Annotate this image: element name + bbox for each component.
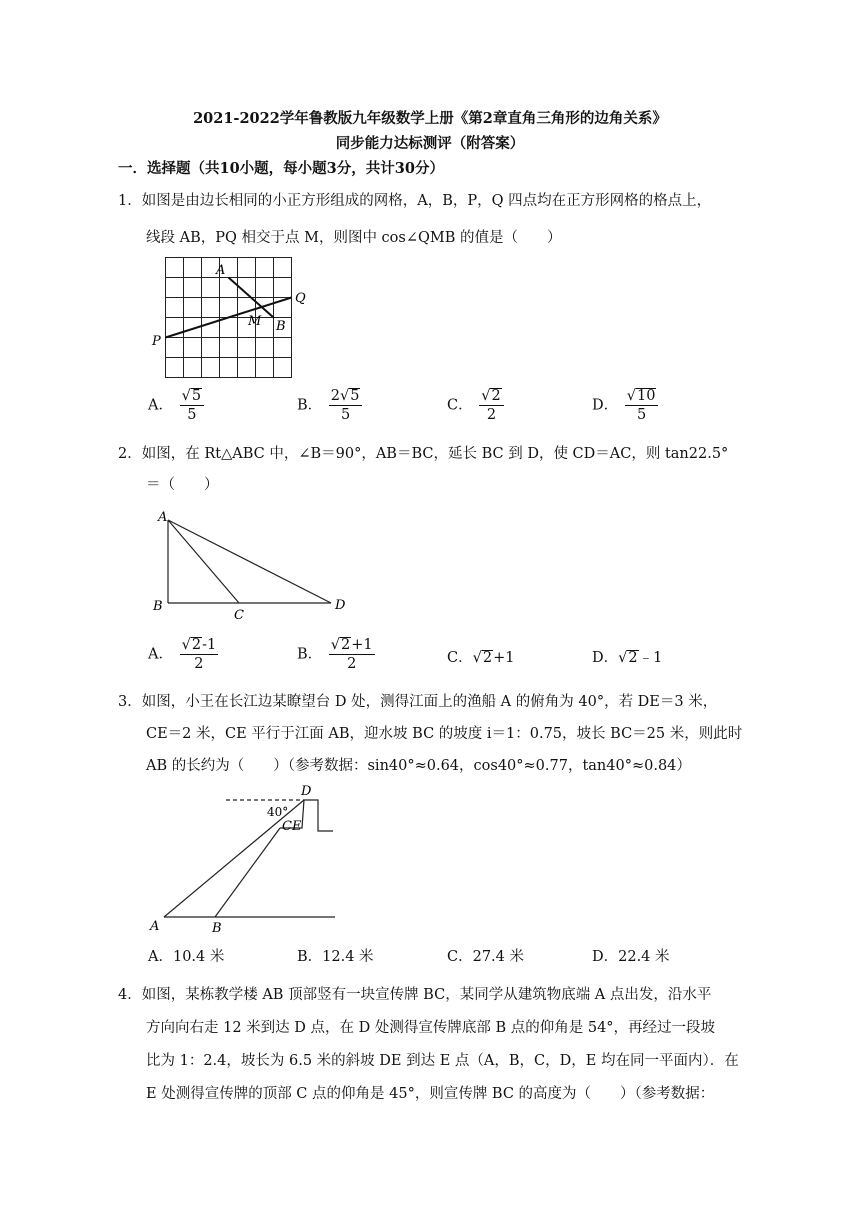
q2-option-a-fraction: $\frac{√2-1}{2}$ [181, 637, 217, 672]
q2-option-a-radicand: 2 [191, 637, 202, 653]
q1-option-a-letter: A． [148, 397, 173, 414]
q2-text-line2: ＝（ ） [146, 477, 219, 493]
q1-option-c[interactable] [447, 387, 504, 424]
q3-option-b[interactable]: B．12.4 米 [297, 949, 374, 965]
q3-label-a: A [150, 919, 160, 934]
q1-option-d-letter: D． [592, 397, 619, 414]
q2-label-b: B [153, 599, 163, 614]
q2-option-b-radicand: 2 [341, 637, 351, 653]
q1-option-c-radicand: 2 [491, 388, 501, 404]
q1-option-a-fraction: $\frac{√5}{5}$ [180, 387, 204, 424]
q1-option-b-radicand: 5 [350, 388, 360, 404]
q2-option-a-denominator: 2 [194, 656, 204, 672]
q1-option-b-denominator: 5 [341, 407, 351, 423]
q3-riverbank-figure [148, 780, 348, 935]
q2-option-c-tail: +1 [493, 650, 515, 666]
q1-label-q: Q [295, 291, 306, 306]
q2-label-c: C [234, 608, 244, 623]
q2-option-b-tail: +1 [351, 637, 373, 653]
q2-label-d: D [335, 598, 346, 613]
q3-slope-bc [215, 828, 280, 917]
q1-option-d[interactable] [592, 387, 658, 424]
q2-option-c-letter: C． [447, 650, 473, 666]
q1-label-a: A [216, 263, 226, 278]
q2-option-b-letter: B． [297, 646, 323, 663]
q1-option-c-letter: C． [447, 397, 473, 414]
q3-label-angle: 40° [267, 805, 289, 819]
q4-text-line3: 比为 1：2.4，坡长为 6.5 米的斜坡 DE 到达 E 点（A，B，C，D，E 均在同一平面内）．在 [146, 1053, 739, 1069]
q1-option-a-denominator: 5 [187, 407, 197, 423]
q1-option-c-fraction: $\frac{√2}{2}$ [479, 387, 503, 424]
section-heading: 一．选择题（共10小题，每小题3分，共计30分） [118, 160, 444, 177]
q1-option-d-radicand: 10 [637, 388, 656, 404]
q2-option-d-radicand: 2 [628, 650, 638, 666]
q2-option-d-tail: ﹣1 [638, 650, 663, 666]
q2-label-a: A [158, 510, 168, 525]
q1-option-b-fraction: $\frac{2√5}{5}$ [329, 387, 363, 424]
q3-option-c[interactable]: C．27.4 米 [447, 949, 524, 965]
q2-option-a[interactable] [148, 636, 218, 673]
q1-option-d-denominator: 5 [636, 407, 647, 423]
q3-text-line3: AB 的长约为（ ）（参考数据：sin40°≈0.64，cos40°≈0.77，tan40°≈0.84） [146, 758, 691, 774]
q2-option-c[interactable]: C．√2+1 [447, 650, 515, 666]
q4-text-line1: 4．如图，某栋教学楼 AB 顶部竖有一块宣传牌 BC，某同学从建筑物底端 A 点出发，沿水平 [118, 987, 712, 1003]
q2-side-ac [168, 520, 239, 603]
q4-text-line2: 方向向右走 12 米到达 D 点，在 D 处测得宣传牌底部 B 点的仰角是 54°，再经过一段坡 [146, 1020, 716, 1036]
q2-side-ad [168, 520, 331, 603]
q1-option-d-fraction: $\frac{√10}{5}$ [625, 387, 659, 424]
q2-text-line1: 2．如图，在 Rt△ABC 中，∠B＝90°，AB＝BC，延长 BC 到 D，使 CD＝AC，则 tan22.5° [118, 446, 729, 462]
q1-option-c-denominator: 2 [486, 407, 497, 423]
doc-title-line1: 2021-2022学年鲁教版九年级数学上册《第2章直角三角形的边角关系》 [193, 110, 667, 127]
q2-option-c-radicand: 2 [482, 650, 493, 666]
q1-option-a-radicand: 5 [191, 388, 202, 404]
q1-option-b-letter: B． [297, 397, 323, 414]
q2-option-b-fraction: $\frac{√2+1}{2}$ [330, 637, 373, 672]
q2-option-a-tail: -1 [202, 637, 217, 653]
q1-label-m: M [248, 314, 262, 329]
q1-label-p: P [152, 334, 161, 349]
q2-option-a-letter: A． [148, 646, 173, 663]
q1-label-b: B [276, 319, 286, 334]
q3-option-d[interactable]: D．22.4 米 [592, 949, 670, 965]
q2-option-d[interactable]: D．√2﹣1 [592, 650, 663, 666]
q3-option-a[interactable]: A．10.4 米 [148, 949, 225, 965]
q3-label-b: B [212, 921, 222, 935]
q2-option-b-denominator: 2 [347, 656, 357, 672]
q3-text-line2: CE＝2 米，CE 平行于江面 AB，迎水坡 BC 的坡度 i＝1：0.75，坡长 BC＝25 米，则此时 [146, 726, 743, 742]
doc-title-line2: 同步能力达标测评（附答案） [335, 135, 525, 152]
q1-grid-figure [150, 252, 310, 384]
q3-label-ce: CE [282, 819, 302, 834]
q3-label-d: D [301, 784, 312, 799]
q1-text-line2: 线段 AB，PQ 相交于点 M，则图中 cos∠QMB 的值是（ ） [146, 230, 562, 246]
q2-triangle-figure [148, 505, 358, 623]
q3-text-line1: 3．如图，小王在长江边某瞭望台 D 处，测得江面上的渔船 A 的俯角为 40°，若 DE＝3 米， [118, 694, 718, 710]
q2-option-b[interactable] [297, 636, 375, 673]
q1-text-line1: 1．如图是由边长相同的小正方形组成的网格，A，B，P，Q 四点均在正方形网格的格点上， [118, 193, 712, 209]
q1-option-a[interactable] [148, 387, 204, 424]
q4-text-line4: E 处测得宣传牌的顶部 C 点的仰角是 45°，则宣传牌 BC 的高度为（ ）（参考数据： [146, 1086, 715, 1102]
q2-option-d-letter: D． [592, 650, 619, 666]
q1-option-b-coefficient: 2 [330, 388, 340, 404]
q1-option-b[interactable] [297, 387, 362, 424]
